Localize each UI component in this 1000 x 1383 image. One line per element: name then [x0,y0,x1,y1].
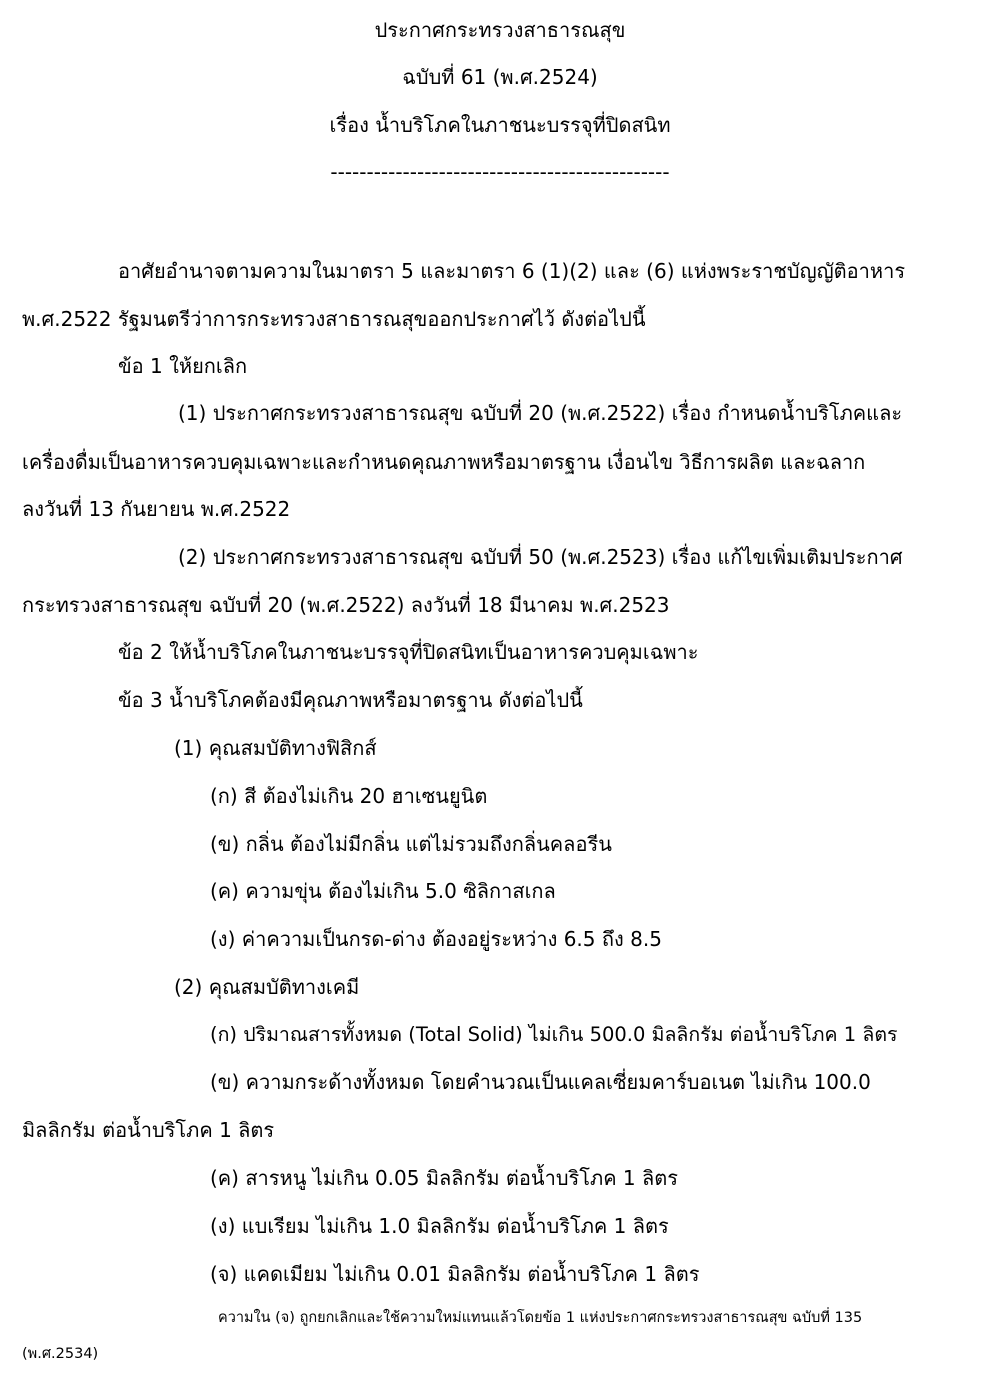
clause-1-item-2-line: (2) ประกาศกระทรวงสาธารณสุข ฉบับที่ 50 (พ.ศ.2523) เรื่อง แก้ไขเพิ่มเติมประกาศ [178,545,903,569]
preamble-line: พ.ศ.2522 รัฐมนตรีว่าการกระทรวงสาธารณสุขออกประกาศไว้ ดังต่อไปนี้ [22,307,646,331]
footnote-line: (พ.ศ.2534) [22,1346,99,1362]
chemical-item: (ง) แบเรียม ไม่เกิน 1.0 มิลลิกรัม ต่อน้ำบริโภค 1 ลิตร [210,1214,669,1238]
footnote-line: ความใน (จ) ถูกยกเลิกและใช้ความใหม่แทนแล้วโดยข้อ 1 แห่งประกาศกระทรวงสาธารณสุข ฉบับที่ 135 [218,1310,863,1326]
subject-line: เรื่อง น้ำบริโภคในภาชนะบรรจุที่ปิดสนิท [329,113,671,137]
clause-1-item-1-line: ลงวันที่ 13 กันยายน พ.ศ.2522 [22,497,291,521]
clause-3-heading: ข้อ 3 น้ำบริโภคต้องมีคุณภาพหรือมาตรฐาน ดังต่อไปนี้ [118,688,583,712]
chemical-item: (ข) ความกระด้างทั้งหมด โดยคำนวณเป็นแคลเซี่ยมคาร์บอเนต ไม่เกิน 100.0 [210,1070,871,1094]
clause-1-item-1-line: (1) ประกาศกระทรวงสาธารณสุข ฉบับที่ 20 (พ.ศ.2522) เรื่อง กำหนดน้ำบริโภคและ [178,401,903,425]
clause-1-item-1-line: เครื่องดื่มเป็นอาหารควบคุมเฉพาะและกำหนดคุณภาพหรือมาตรฐาน เงื่อนไข วิธีการผลิต และฉลาก [22,450,866,474]
physical-item: (ค) ความขุ่น ต้องไม่เกิน 5.0 ซิลิกาสเกล [210,879,556,903]
physical-item: (ก) สี ต้องไม่เกิน 20 ฮาเซนยูนิต [210,784,488,808]
issue-number: ฉบับที่ 61 (พ.ศ.2524) [402,65,598,89]
chemical-item: (ก) ปริมาณสารทั้งหมด (Total Solid) ไม่เกิน 500.0 มิลลิกรัม ต่อน้ำบริโภค 1 ลิตร [210,1023,898,1046]
physical-item: (ข) กลิ่น ต้องไม่มีกลิ่น แต่ไม่รวมถึงกลิ่นคลอรีน [210,832,612,856]
clause-1-heading: ข้อ 1 ให้ยกเลิก [118,354,248,378]
chemical-item: (จ) แคดเมียม ไม่เกิน 0.01 มิลลิกรัม ต่อน้ำบริโภค 1 ลิตร [210,1262,700,1286]
header-divider: ----------------------------------------------- [330,160,670,184]
page-title: ประกาศกระทรวงสาธารณสุข [374,18,626,42]
physical-properties-heading: (1) คุณสมบัติทางฟิสิกส์ [174,736,377,760]
clause-2: ข้อ 2 ให้น้ำบริโภคในภาชนะบรรจุที่ปิดสนิทเป็นอาหารควบคุมเฉพาะ [118,640,699,664]
clause-1-item-2-line: กระทรวงสาธารณสุข ฉบับที่ 20 (พ.ศ.2522) ลงวันที่ 18 มีนาคม พ.ศ.2523 [22,593,670,617]
physical-item: (ง) ค่าความเป็นกรด-ด่าง ต้องอยู่ระหว่าง 6.5 ถึง 8.5 [210,927,662,951]
preamble-line: อาศัยอำนาจตามความในมาตรา 5 และมาตรา 6 (1)(2) และ (6) แห่งพระราชบัญญัติอาหาร [118,259,906,283]
chemical-item: (ค) สารหนู ไม่เกิน 0.05 มิลลิกรัม ต่อน้ำบริโภค 1 ลิตร [210,1166,678,1190]
chemical-properties-heading: (2) คุณสมบัติทางเคมี [174,975,360,999]
chemical-item-continuation: มิลลิกรัม ต่อน้ำบริโภค 1 ลิตร [22,1118,275,1142]
